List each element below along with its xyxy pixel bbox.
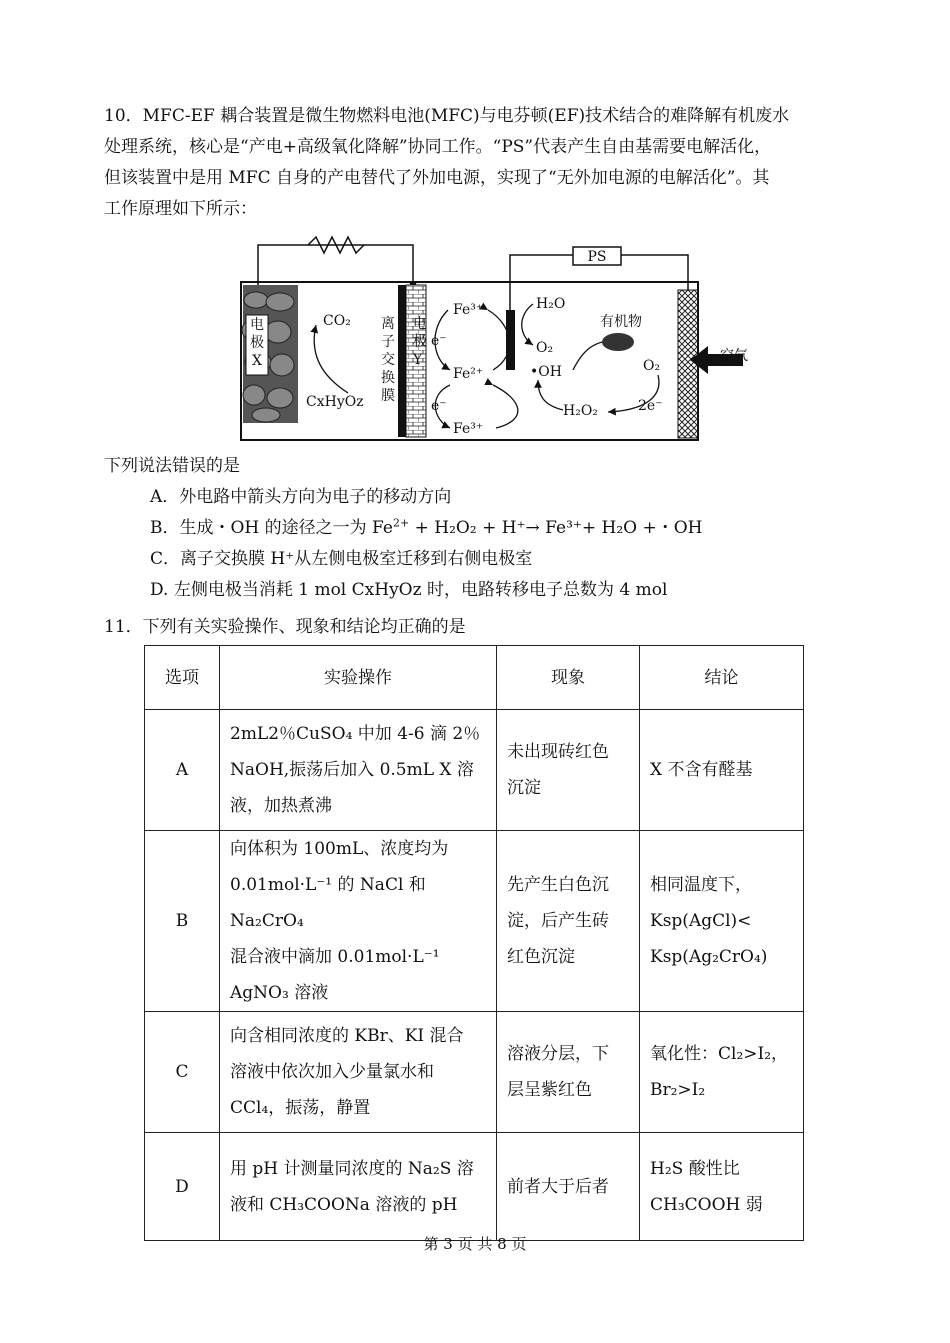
ps-electrode: [506, 310, 515, 370]
fe3-bottom-label: Fe³⁺: [453, 421, 484, 437]
q10-option-c: C．离子交换膜 H⁺从左侧电极室迁移到右侧电极室: [150, 549, 533, 569]
table-row: A 2mL2％CuSO₄ 中加 4-6 滴 2％ NaOH,振荡后加入 0.5mL X 溶 液，加热煮沸 未出现砖红色 沉淀 X 不含有醛基: [145, 710, 804, 831]
q10-option-a: A．外电路中箭头方向为电子的移动方向: [150, 487, 452, 507]
table-row: B 向体积为 100mL、浓度均为 0.01mol·L⁻¹ 的 NaCl 和 Na₂CrO₄ 混合液中滴加 0.01mol·L⁻¹ AgNO₃ 溶液 先产生白色沉 淀，后产生砖 红色沉淀 相同温度下， Ksp(AgCl)< Ksp(Ag₂CrO₄): [145, 831, 804, 1012]
o2-right-label: O₂: [643, 358, 661, 374]
co2-label: CO₂: [323, 313, 351, 329]
header-option: 选项: [145, 646, 220, 710]
q10-line-2: 处理系统，核心是“产电+高级氧化降解”协同工作。“PS”代表产生自由基需要电解活化，: [104, 137, 772, 157]
svg-text:换: 换: [381, 370, 395, 386]
question-11-stem: 11．下列有关实验操作、现象和结论均正确的是: [104, 617, 466, 637]
svg-text:e⁻: e⁻: [431, 398, 447, 414]
svg-text:子: 子: [381, 334, 395, 350]
q10-option-b: B．生成・OH 的途径之一为 $Fe^{2+} + H_2O_2 + H^+\to Fe^{3+}+ H_2O$ +・OH: [150, 516, 703, 538]
svg-text:电: 电: [250, 317, 264, 333]
ps-label: PS: [587, 249, 607, 265]
svg-text:e⁻: e⁻: [431, 333, 447, 349]
svg-text:膜: 膜: [381, 388, 395, 404]
q10-line-3: 但该装置中是用 MFC 自身的产电替代了外加电源，实现了“无外加电源的电解活化”。其: [104, 168, 770, 188]
question-10-stem: [104, 101, 852, 225]
q10-line-4: 工作原理如下所示：: [104, 199, 257, 219]
fe2-label: Fe²⁺: [453, 366, 484, 382]
svg-text:离: 离: [381, 316, 395, 332]
cxhyoz-label: CxHyOz: [306, 394, 364, 410]
table-header-row: [145, 646, 804, 710]
svg-text:极: 极: [250, 335, 264, 351]
q10-line-1: 10．MFC-EF 耦合装置是微生物燃料电池(MFC)与电芬顿(EF)技术结合的难降解有机废水: [104, 106, 790, 126]
air-cathode: [678, 290, 698, 438]
organic-blob: [602, 333, 634, 351]
air-label: 空气: [720, 348, 748, 364]
header-operation: 实验操作: [220, 646, 497, 710]
table-row: D 用 pH 计测量同浓度的 Na₂S 溶 液和 CH₃COONa 溶液的 pH 前者大于后者 H₂S 酸性比 CH₃COOH 弱: [145, 1133, 804, 1241]
h2o-label: H₂O: [536, 296, 566, 312]
two-e-label: 2e⁻: [638, 398, 663, 414]
q10-lead: 下列说法错误的是: [104, 456, 240, 476]
svg-text:电: 电: [413, 316, 427, 332]
header-conclusion: 结论: [640, 646, 804, 710]
oh-label: •OH: [530, 364, 562, 380]
mfc-ef-diagram: [238, 230, 758, 445]
svg-text:交: 交: [381, 352, 395, 368]
svg-text:极: 极: [413, 334, 427, 350]
page-footer: 第 3 页 共 8 页: [423, 1235, 527, 1253]
svg-text:X: X: [252, 353, 262, 369]
ion-exchange-membrane: [398, 285, 406, 437]
fe3-top-label: Fe³⁺: [453, 302, 484, 318]
q11-table: [144, 645, 804, 1241]
header-phenomenon: 现象: [497, 646, 640, 710]
table-row: C 向含相同浓度的 KBr、KI 混合 溶液中依次加入少量氯水和 CCl₄，振荡，静置 溶液分层，下 层呈紫红色 氧化性：Cl₂>I₂， Br₂>I₂: [145, 1012, 804, 1133]
organic-label: 有机物: [600, 314, 642, 330]
svg-text:Y: Y: [413, 352, 423, 368]
q10-option-d: D. 左侧电极当消耗 1 mol CxHyOz 时，电路转移电子总数为 4 mol: [150, 580, 668, 600]
h2o2-label: H₂O₂: [563, 403, 598, 419]
o2-mid-label: O₂: [536, 340, 554, 356]
